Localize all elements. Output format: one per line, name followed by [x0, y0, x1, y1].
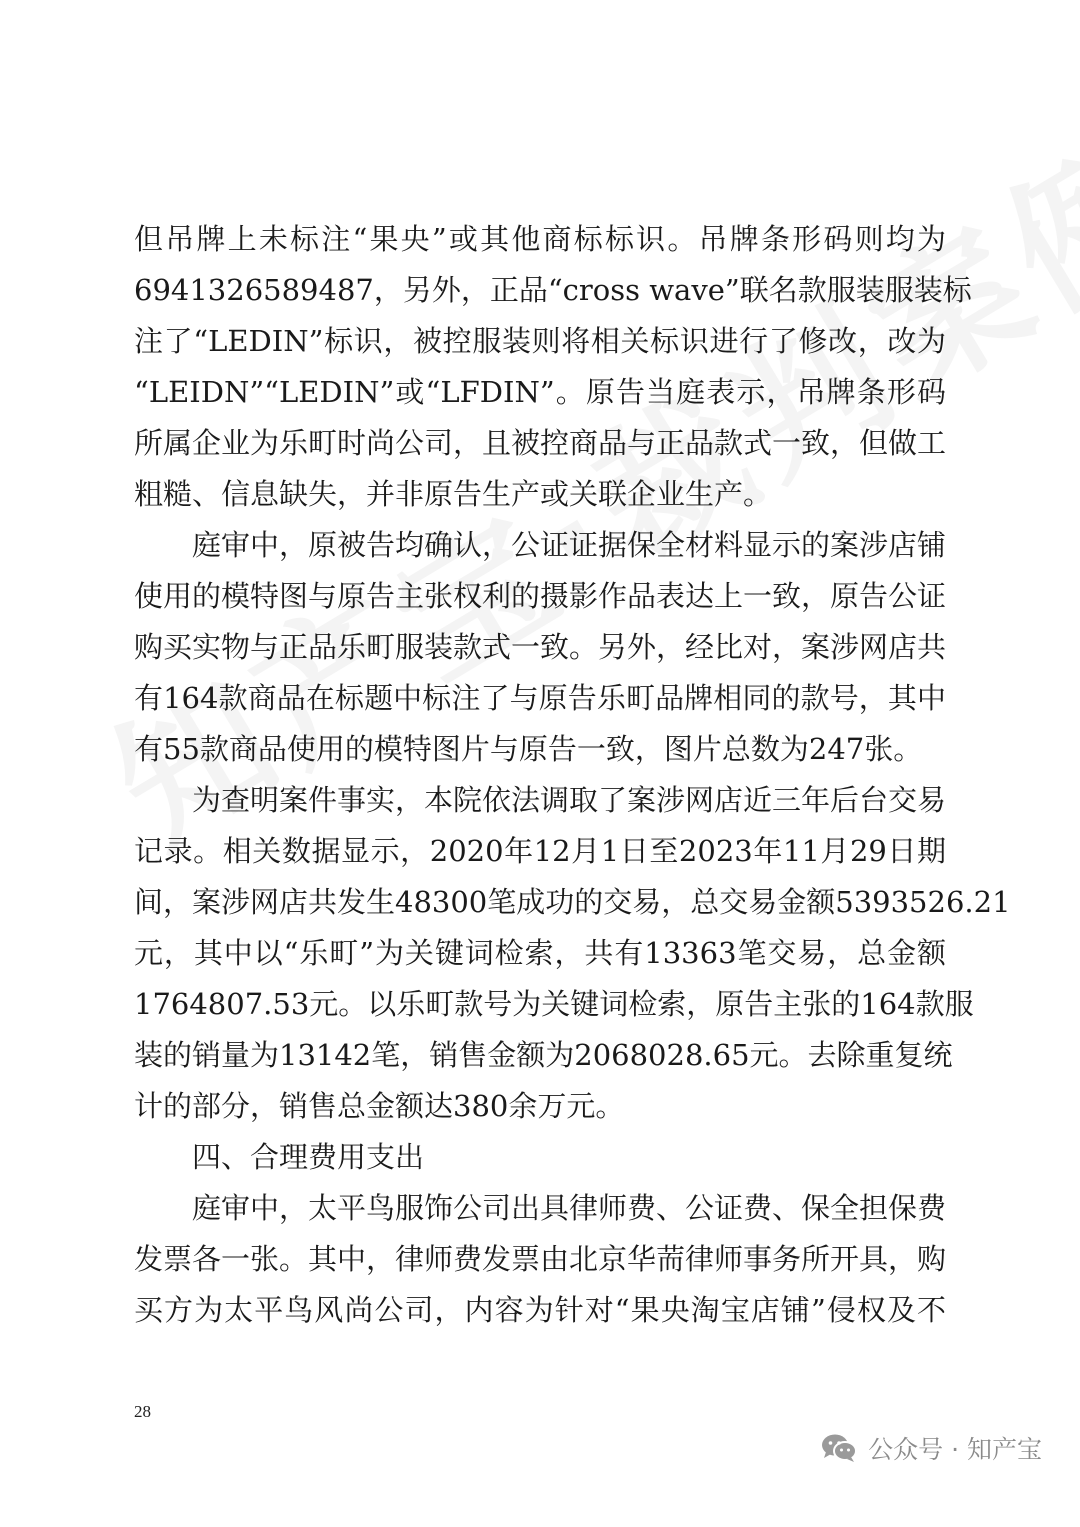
text-line: 使用的模特图与原告主张权利的摄影作品表达上一致，原告公证 — [134, 579, 947, 613]
text-line: 购买实物与正品乐町服装款式一致。另外，经比对，案涉网店共 — [134, 630, 947, 664]
text-line: 但吊牌上未标注“果央”或其他商标标识。吊牌条形码则均为 — [134, 222, 946, 256]
text-line: 所属企业为乐町时尚公司，且被控商品与正品款式一致，但做工 — [134, 426, 947, 460]
text-line: 记录。相关数据显示，2020年12月1日至2023年11月29日期 — [134, 834, 946, 868]
text-line: 间，案涉网店共发生48300笔成功的交易，总交易金额5393526.21 — [134, 885, 1011, 919]
text-line: “LEIDN”“LEDIN”或“LFDIN”。原告当庭表示，吊牌条形码 — [134, 375, 946, 409]
document-body — [134, 214, 1011, 1336]
paragraph-start-line: 庭审中，太平鸟服饰公司出具律师费、公证费、保全担保费 — [192, 1191, 947, 1225]
text-line: 有55款商品使用的模特图片与原告一致，图片总数为247张。 — [134, 732, 923, 766]
text-line: 1764807.53元。以乐町款号为关键词检索，原告主张的164款服 — [134, 987, 974, 1021]
text-line: 买方为太平鸟风尚公司，内容为针对“果央淘宝店铺”侵权及不 — [134, 1293, 946, 1327]
text-line: 粗糙、信息缺失，并非原告生产或关联企业生产。 — [134, 477, 773, 511]
section-heading: 四、合理费用支出 — [192, 1140, 425, 1174]
page-number: 28 — [134, 1402, 151, 1421]
paragraph-start-line: 为查明案件事实，本院依法调取了案涉网店近三年后台交易 — [192, 783, 947, 817]
wechat-account-badge[interactable] — [820, 1430, 1042, 1466]
text-line: 装的销量为13142笔，销售金额为2068028.65元。去除重复统 — [134, 1038, 953, 1072]
text-line: 有164款商品在标题中标注了与原告乐町品牌相同的款号，其中 — [134, 681, 946, 715]
text-line: 注了“LEDIN”标识，被控服装则将相关标识进行了修改，改为 — [134, 324, 946, 358]
text-line: 6941326589487，另外，正品“cross wave”联名款服装服装标 — [134, 273, 972, 307]
wechat-account-label: 公众号 · 知产宝 — [868, 1435, 1042, 1464]
text-line: 计的部分，销售总金额达380余万元。 — [134, 1089, 625, 1123]
wechat-icon — [820, 1433, 858, 1463]
text-line: 发票各一张。其中，律师费发票由北京华荋律师事务所开具，购 — [134, 1242, 947, 1276]
paragraph-start-line: 庭审中，原被告均确认，公证证据保全材料显示的案涉店铺 — [192, 528, 947, 562]
text-line: 元，其中以“乐町”为关键词检索，共有13363笔交易，总金额 — [134, 936, 946, 970]
